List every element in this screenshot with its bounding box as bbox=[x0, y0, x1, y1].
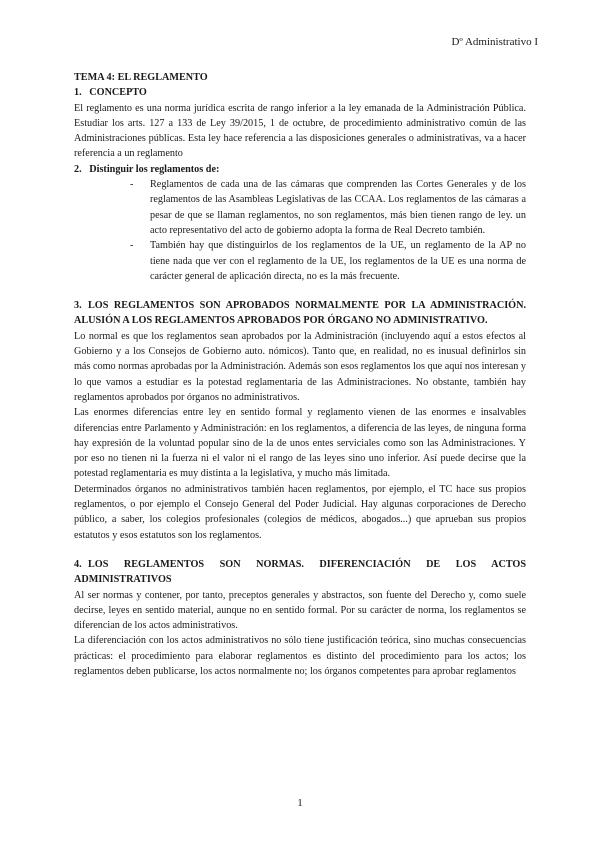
section-4-heading bbox=[74, 557, 526, 588]
section-3-heading-text: LOS REGLAMENTOS SON APROBADOS NORMALMENTE POR LA ADMINISTRACIÓN. ALUSIÓN A LOS REGLAMENTOS APROBADOS POR ÓRGANO NO ADMINISTRATIVO. bbox=[74, 300, 526, 327]
list-item-text: Reglamentos de cada una de las cámaras que comprenden las Cortes Generales y de los reglamentos de las Asambleas Legislativas de las CCAA. Los reglamentos de las cámaras a pesar de que se llaman reglamentos, no son reglamentos, más bien tienen rango de ley. un acto representativo del acto de gobierno adopta la forma de Real Decreto también. bbox=[150, 179, 526, 236]
section-3-heading bbox=[74, 298, 526, 329]
list-item: - También hay que distinguirlos de los reglamentos de la UE, un reglamento de la AP no tiene nada que ver con el reglamento de la UE, los reglamentos de la UE es una norma de carácter general de aplicación directa, no es la más frecuente. bbox=[130, 240, 526, 282]
section-3-number: 3. bbox=[74, 300, 82, 312]
list-item-text: También hay que distinguirlos de los reglamentos de la UE, un reglamento de la AP no tiene nada que ver con el reglamento de la UE, los reglamentos de la UE es una norma de carácter general de aplicación directa, no es la más frecuente. bbox=[150, 240, 526, 282]
section-2-heading: 2. Distinguir los reglamentos de: bbox=[74, 163, 220, 175]
section-4-number: 4. bbox=[74, 558, 82, 570]
page-number: 1 bbox=[297, 797, 303, 809]
page-header: Dº Administrativo I bbox=[451, 36, 538, 48]
document-body bbox=[74, 70, 526, 679]
section-2-list bbox=[130, 177, 526, 284]
section-1-paragraph: El reglamento es una norma jurídica escrita de rango inferior a la ley emanada de la Administración Pública. Estudiar los arts. 127 a 133 de Ley 39/2015, 1 de octubre, de procedimiento administrativo común de las Administraciones públicas. Esta ley hace referencia a las disposiciones generales o administrativas, va a hacer referencia a un reglamento bbox=[74, 102, 526, 160]
section-3-paragraph: Determinados órganos no administrativos también hacen reglamentos, por ejemplo, el TC hace sus propios reglamentos, o por ejemplo el Consejo General del Poder Judicial. Hay algunas corporaciones de Derecho público, a saber, los colegios profesionales (colegios de médicos, abogados...) que aprueban sus propios estatutos y esos estatutos son los reglamentos. bbox=[74, 483, 526, 541]
section-4-paragraph: La diferenciación con los actos administrativos no sólo tiene justificación teórica, sino muchas consecuencias prácticas: el procedimiento para elaborar reglamentos es distinto del procedimiento para los actos; los reglamentos deben publicarse, los actos normalmente no; los órganos competentes para aprobar reglamentos bbox=[74, 635, 526, 677]
section-3-paragraph: Las enormes diferencias entre ley en sentido formal y reglamento vienen de las enormes e insalvables diferencias entre Parlamento y Administración: en los reglamentos, a diferencia de las leyes, de ninguna forma hay expresión de la voluntad popular sino de la de unos entes serviciales como son las Administraciones. Y por eso no tienen ni la fuerza ni el valor ni el rango de las leyes sino uno inferior. Así puede decirse que la potestad reglamentaria es muy distinta a la legislativa, y mucho más limitada. bbox=[74, 407, 526, 480]
tema-title: TEMA 4: EL REGLAMENTO bbox=[74, 72, 208, 83]
section-4-heading-text: LOS REGLAMENTOS SON NORMAS. DIFERENCIACIÓN DE LOS ACTOS ADMINISTRATIVOS bbox=[74, 558, 526, 586]
list-item: - Reglamentos de cada una de las cámaras que comprenden las Cortes Generales y de los reglamentos de las Asambleas Legislativas de las CCAA. Los reglamentos de las cámaras a pesar de que se llaman reglamentos, no son reglamentos, más bien tienen rango de ley. un acto representativo del acto de gobierno adopta la forma de Real Decreto también. bbox=[130, 179, 526, 236]
section-4-paragraph: Al ser normas y contener, por tanto, preceptos generales y abstractos, son fuente del Derecho y, como suele decirse, leyes en sentido material, aunque no en sentido formal. Por su carácter de norma, los reglamentos se diferencian de los actos administrativos. bbox=[74, 589, 526, 632]
section-3-paragraph: Lo normal es que los reglamentos sean aprobados por la Administración (incluyendo aquí a estos efectos al Gobierno y a los Consejos de Gobierno auto. nómicos). Tanto que, en realidad, no es inusual definirlos sin más como normas aprobadas por la Administración. Además son esos reglamentos los que aquí nos interesan y lo que vamos a estudiar es la potestad reglamentaria de las Administraciones. No obstante, también hay reglamentos aprobados por órganos no administrativos. bbox=[74, 330, 526, 403]
section-1-heading: 1. CONCEPTO bbox=[74, 87, 147, 99]
